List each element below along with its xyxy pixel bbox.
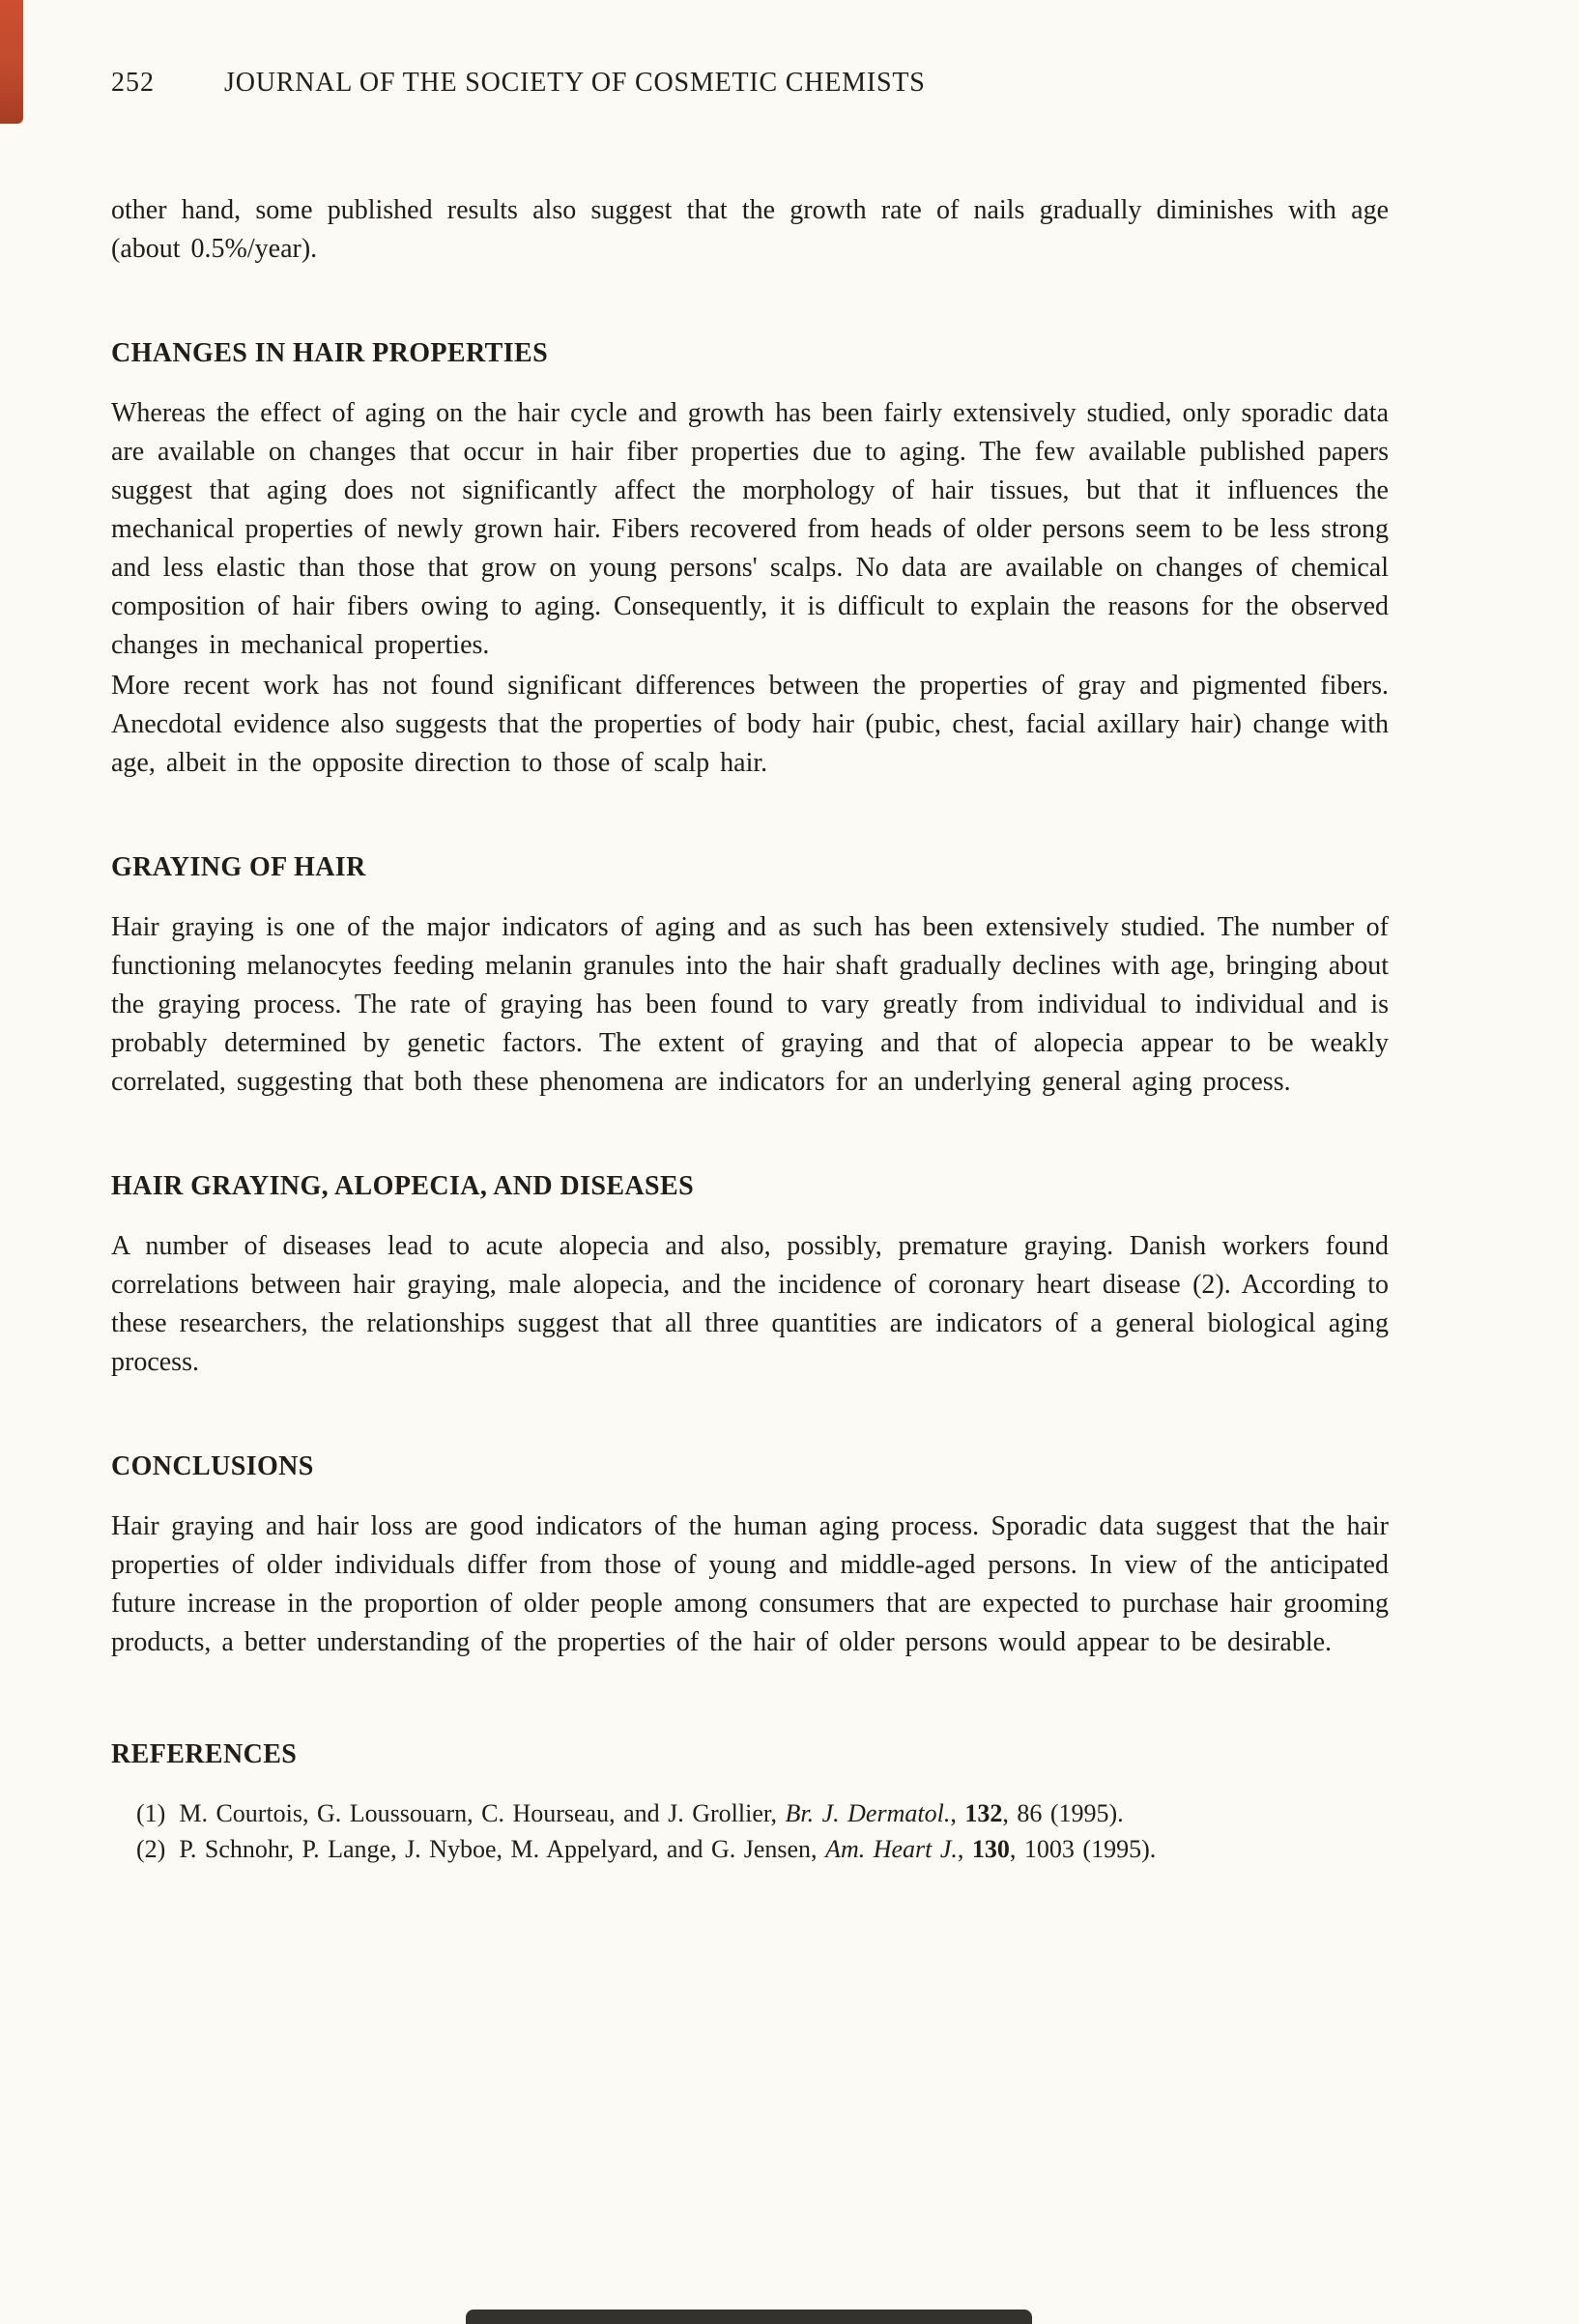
section-heading-changes-in-hair-properties: CHANGES IN HAIR PROPERTIES: [111, 338, 549, 368]
paragraph: Hair graying and hair loss are good indicators of the human aging process. Sporadic data suggest that the hair properties of older individuals differ from those of young and middle-aged persons. In view of the anticipated future increase in the proportion of older people among consumers that are expected to purchase hair grooming products, a better understanding of the properties of the hair of older persons would appear to be desirable.: [111, 1511, 1389, 1657]
reference-journal: Br. J. Dermatol.: [785, 1799, 951, 1827]
paragraph: Whereas the effect of aging on the hair cycle and growth has been fairly extensively studied, only sporadic data are available on changes that occur in hair fiber properties due to aging. The few available published papers suggest that aging does not significantly affect the morphology of hair tissues, but that it influences the mechanical properties of newly grown hair. Fibers recovered from heads of older persons seem to be less strong and less elastic than those that grow on young persons' scalps. No data are available on changes of chemical composition of hair fibers owing to aging. Consequently, it is difficult to explain the reasons for the observed changes in mechanical properties.: [111, 398, 1389, 660]
reference-volume: 130: [971, 1835, 1010, 1863]
section-heading-references: REFERENCES: [111, 1739, 298, 1769]
running-head: [111, 0, 1579, 99]
reference-item: [136, 1831, 1389, 1867]
reference-text: [179, 1799, 1123, 1827]
section-heading-graying-of-hair: GRAYING OF HAIR: [111, 852, 366, 882]
scan-artifact-red-mark: [0, 0, 23, 124]
reference-pages: , 1003 (1995).: [1009, 1835, 1157, 1863]
references-list: [111, 1795, 1389, 1867]
journal-title: JOURNAL OF THE SOCIETY OF COSMETIC CHEMISTS: [224, 68, 926, 98]
paragraph: Hair graying is one of the major indicators of aging and as such has been extensively studied. The number of functioning melanocytes feeding melanin granules into the hair shaft gradually declines with age, bringing about the graying process. The rate of graying has been found to vary greatly from individual to individual and is probably determined by genetic factors. The extent of graying and that of alopecia appear to be weakly correlated, suggesting that both these phenomena are indicators for an underlying general aging process.: [111, 912, 1389, 1097]
reference-pages: , 86 (1995).: [1002, 1799, 1124, 1827]
reference-number: (2): [136, 1835, 166, 1863]
reference-number: (1): [136, 1799, 166, 1827]
reference-item: [136, 1795, 1389, 1831]
reference-volume: 132: [964, 1799, 1003, 1827]
reference-authors: M. Courtois, G. Loussouarn, C. Hourseau, and J. Grollier,: [179, 1799, 786, 1827]
paragraph: More recent work has not found significant differences between the properties of gray and pigmented fibers. Anecdotal evidence also suggests that the properties of body hair (pubic, chest, facial axillary hair) change with age, albeit in the opposite direction to those of scalp hair.: [111, 671, 1389, 778]
paragraph: other hand, some published results also suggest that the growth rate of nails gradually diminishes with age (about 0.5%/year).: [111, 195, 1389, 264]
paragraph: A number of diseases lead to acute alopecia and also, possibly, premature graying. Danish workers found correlations between hair graying, male alopecia, and the incidence of coronary heart disease (2). According to these researchers, the relationships suggest that all three quantities are indicators of a general biological aging process.: [111, 1231, 1389, 1377]
page-number: 252: [111, 68, 155, 98]
scan-artifact-bottom-edge: [466, 2310, 1032, 2324]
reference-separator: ,: [950, 1799, 965, 1827]
reference-authors: P. Schnohr, P. Lange, J. Nyboe, M. Appelyard, and G. Jensen,: [179, 1835, 826, 1863]
section-heading-conclusions: CONCLUSIONS: [111, 1451, 314, 1481]
reference-journal: Am. Heart J.: [825, 1835, 958, 1863]
section-heading-hair-graying-alopecia-and-diseases: HAIR GRAYING, ALOPECIA, AND DISEASES: [111, 1171, 695, 1201]
reference-separator: ,: [957, 1835, 972, 1863]
reference-text: [179, 1835, 1156, 1863]
article-body: [111, 191, 1389, 1867]
